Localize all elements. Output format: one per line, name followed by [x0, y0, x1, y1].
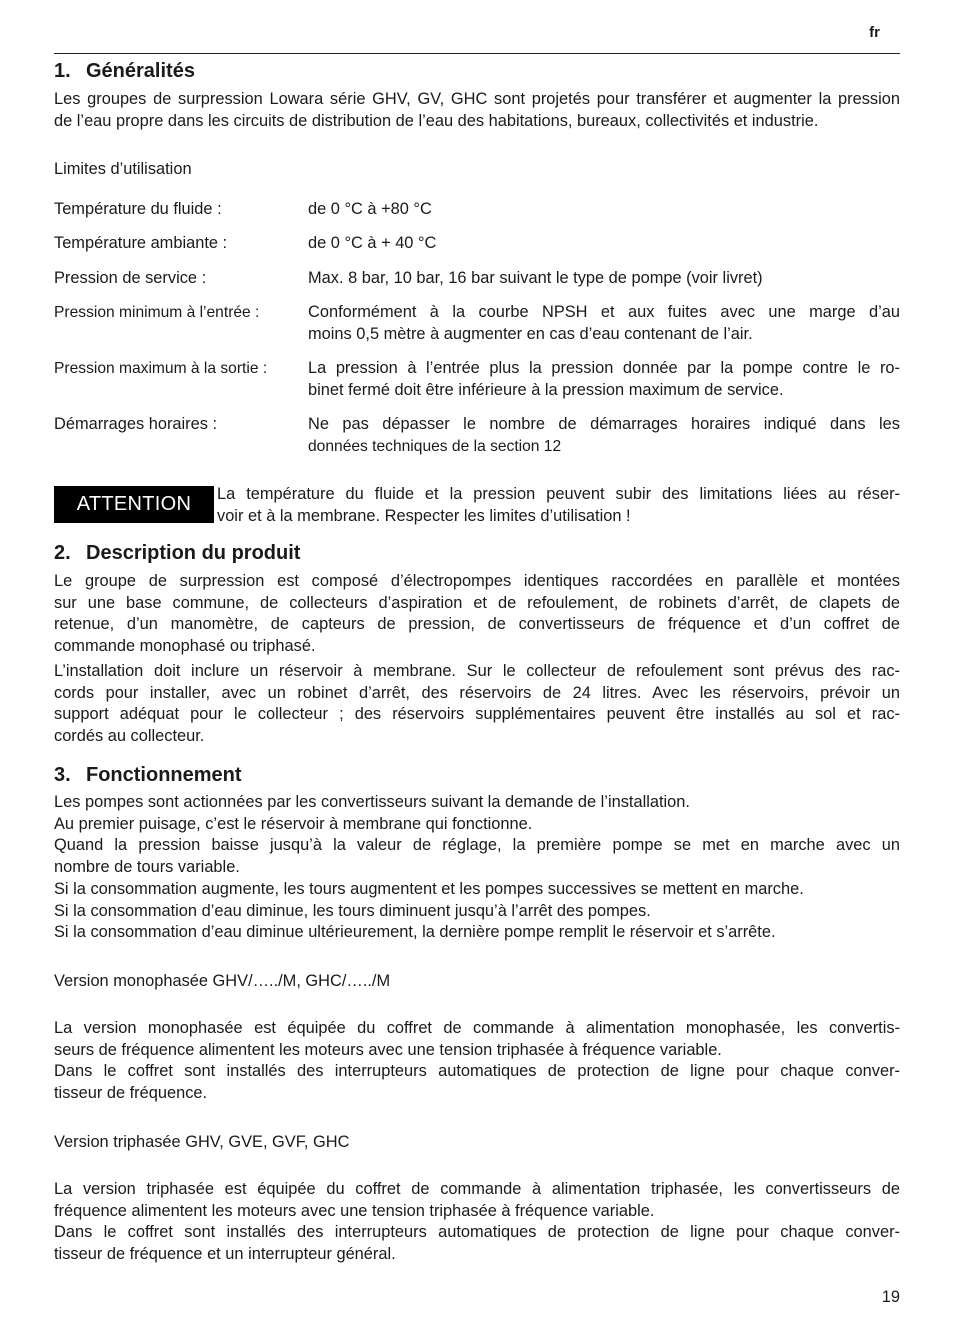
limit-label-fluid-temp: Température du fluide : [54, 200, 222, 218]
mono-version-paragraph [54, 1018, 900, 1105]
section-1-heading [54, 60, 195, 83]
text-line: La température du fluide et la pression peuvent subir des limitations liées au réser- [217, 485, 900, 503]
text-line: Dans le coffret sont installés des interrupteurs automatiques de protection de ligne pour chaque conver- [54, 1223, 900, 1242]
section-1-number: 1. [54, 60, 71, 82]
section-2-number: 2. [54, 542, 71, 564]
section-1-intro [54, 89, 900, 132]
limit-value-hourly-starts [308, 414, 900, 457]
limit-value-fluid-temp [308, 199, 900, 221]
limits-heading: Limites d’utilisation [54, 160, 192, 178]
section-2-paragraph-2 [54, 661, 900, 748]
text-line: La pression à l’entrée plus la pression donnée par la pompe contre le ro- [308, 359, 900, 377]
text-line: cords pour installer, avec un robinet d’arrêt, des réservoirs de 24 litres. Avec les réservoirs, prévoir un [54, 683, 900, 702]
text-line: Ne pas dépasser le nombre de démarrages horaires indiqué dans les [308, 415, 900, 433]
text-line: voir et à la membrane. Respecter les limites d’utilisation ! [217, 506, 631, 525]
limit-value-ambient-temp [308, 233, 900, 255]
limit-label-service-pressure: Pression de service : [54, 269, 207, 287]
section-3-heading [54, 764, 242, 787]
limit-value-service-pressure [308, 268, 900, 290]
section-2-title: Description du produit [86, 542, 301, 564]
text-line: tisseur de fréquence et un interrupteur général. [54, 1245, 396, 1264]
limit-value-max-outlet-pressure [308, 358, 900, 401]
text-line: La version triphasée est équipée du coffret de commande à alimentation triphasée, les convertisseurs de [54, 1180, 900, 1198]
text-line: de 0 °C à + 40 °C [308, 234, 437, 252]
limit-label-min-inlet-pressure: Pression minimum à l’entrée : [54, 304, 260, 321]
section-3-number: 3. [54, 764, 71, 786]
text-line: Si la consommation augmente, les tours augmentent et les pompes successives se mettent en marche. [54, 879, 804, 898]
attention-badge: ATTENTION [54, 486, 214, 523]
section-1-title: Généralités [86, 60, 195, 82]
limit-label-max-outlet-pressure: Pression maximum à la sortie : [54, 360, 268, 377]
attention-text [217, 484, 900, 527]
text-line: fréquence alimentent les moteurs avec une tension triphasée à fréquence variable. [54, 1201, 655, 1220]
text-line: moins 0,5 mètre à augmenter en cas d’eau contenant de l’air. [308, 324, 753, 343]
text-line: données techniques de la section 12 [308, 437, 562, 455]
text-line: sur une base commune, de collecteurs d’aspiration et de refoulement, de robinets d’arrêt, de clapets de [54, 593, 900, 612]
text-line: de l’eau propre dans les circuits de distribution de l’eau des habitations, bureaux, collectivités et industrie. [54, 111, 819, 130]
text-line: Quand la pression baisse jusqu’à la valeur de réglage, la première pompe se met en marche avec un [54, 836, 900, 855]
mono-version-heading: Version monophasée GHV/…../M, GHC/…../M [54, 972, 391, 990]
limit-label-ambient-temp: Température ambiante : [54, 234, 228, 252]
text-line: L’installation doit inclure un réservoir à membrane. Sur le collecteur de refoulement sont prévus des rac- [54, 662, 900, 680]
header-rule [54, 53, 900, 54]
language-code: fr [869, 24, 880, 41]
limit-value-min-inlet-pressure [308, 302, 900, 345]
section-3-paragraph-1 [54, 792, 900, 944]
text-line: commande monophasé ou triphasé. [54, 637, 316, 656]
text-line: support adéquat pour le collecteur ; des réservoirs supplémentaires peuvent être installés au sol et rac- [54, 705, 900, 724]
text-line: Les groupes de surpression Lowara série GHV, GV, GHC sont projetés pour transférer et augmenter la pression [54, 90, 900, 108]
text-line: Max. 8 bar, 10 bar, 16 bar suivant le type de pompe (voir livret) [308, 269, 763, 287]
text-line: Les pompes sont actionnées par les convertisseurs suivant la demande de l’installation. [54, 793, 690, 811]
text-line: Dans le coffret sont installés des interrupteurs automatiques de protection de ligne pour chaque conver- [54, 1062, 900, 1081]
section-2-heading [54, 542, 300, 565]
text-line: nombre de tours variable. [54, 858, 240, 877]
limit-label-hourly-starts: Démarrages horaires : [54, 415, 218, 433]
tri-version-heading: Version triphasée GHV, GVE, GVF, GHC [54, 1133, 350, 1151]
text-line: Le groupe de surpression est composé d’électropompes identiques raccordées en parallèle et montées [54, 572, 900, 590]
text-line: seurs de fréquence alimentent les moteurs avec une tension triphasée à fréquence variable. [54, 1040, 722, 1059]
section-3-title: Fonctionnement [86, 764, 242, 786]
text-line: Conformément à la courbe NPSH et aux fuites avec une marge d’au [308, 303, 900, 321]
page-number: 19 [881, 1288, 900, 1306]
text-line: tisseur de fréquence. [54, 1084, 208, 1103]
text-line: La version monophasée est équipée du coffret de commande à alimentation monophasée, les convertis- [54, 1019, 900, 1037]
text-line: de 0 °C à +80 °C [308, 200, 432, 218]
tri-version-paragraph [54, 1179, 900, 1266]
text-line: Si la consommation d’eau diminue, les tours diminuent jusqu’à l’arrêt des pompes. [54, 901, 651, 920]
text-line: cordés au collecteur. [54, 727, 205, 746]
text-line: retenue, d’un manomètre, de capteurs de pression, de convertisseurs de fréquence et d’un coffret de [54, 615, 900, 634]
text-line: Si la consommation d’eau diminue ultérieurement, la dernière pompe remplit le réservoir et s’arrête. [54, 923, 776, 942]
text-line: binet fermé doit être inférieure à la pression maximum de service. [308, 380, 784, 399]
text-line: Au premier puisage, c’est le réservoir à membrane qui fonctionne. [54, 814, 533, 833]
section-2-paragraph-1 [54, 571, 900, 658]
